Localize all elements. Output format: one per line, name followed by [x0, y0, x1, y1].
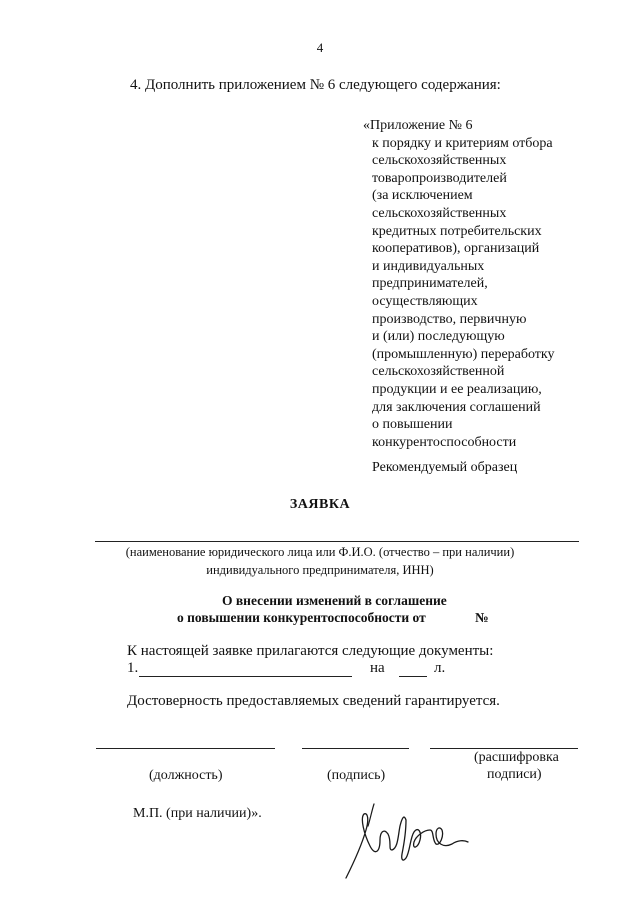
guarantee-statement: Достоверность предоставляемых сведений гарантируется. — [127, 693, 500, 709]
appendix-line: и (или) последующую — [372, 329, 505, 345]
appendix-line: для заключения соглашений — [372, 399, 541, 415]
document-pages-suffix: л. — [434, 660, 446, 676]
appendix-line: товаропроизводителей — [372, 170, 507, 186]
page-number: 4 — [316, 40, 324, 55]
stamp-note: М.П. (при наличии)». — [133, 806, 262, 821]
signature-caption: (подпись) — [327, 768, 386, 783]
document-title: ЗАЯВКА — [289, 497, 351, 512]
appendix-line: (промышленную) переработку — [372, 346, 555, 362]
position-line — [96, 748, 275, 749]
appendix-line: о повышении — [372, 417, 453, 433]
appendix-line: к порядку и критериям отбора — [372, 135, 553, 151]
document-pages-line — [399, 676, 427, 677]
decoding-caption: (расшифровка — [474, 750, 559, 765]
appendix-line: продукции и ее реализацию, — [372, 381, 542, 397]
documents-intro: К настоящей заявке прилагаются следующие документы: — [127, 643, 494, 659]
appendix-header — [363, 117, 555, 451]
appendix-line: сельскохозяйственной — [372, 364, 505, 380]
applicant-name-line — [95, 541, 579, 542]
appendix-line: производство, первичную — [372, 311, 527, 327]
appendix-line: кредитных потребительских — [372, 223, 542, 239]
subject-line: о повышении конкурентоспособности от — [177, 610, 426, 625]
applicant-caption: (наименование юридического лица или Ф.И.О. (отчество – при наличии) — [125, 545, 515, 559]
applicant-caption: индивидуального предпринимателя, ИНН) — [206, 563, 434, 577]
appendix-line: конкурентоспособности — [372, 434, 517, 450]
subject-number-sign: № — [475, 610, 489, 625]
appendix-line: осуществляющих — [372, 293, 478, 309]
intro-paragraph: 4. Дополнить приложением № 6 следующего содержания: — [130, 77, 501, 93]
appendix-line: кооперативов), организаций — [372, 241, 540, 257]
decoding-line — [430, 748, 578, 749]
document-item — [127, 660, 138, 677]
appendix-line: «Приложение № 6 — [363, 118, 473, 133]
position-caption: (должность) — [149, 768, 223, 783]
document-on: на — [370, 660, 385, 676]
appendix-line: предпринимателей, — [372, 276, 488, 292]
appendix-line: (за исключением — [372, 188, 473, 204]
subject-line: О внесении изменений в соглашение — [222, 593, 447, 608]
document-name-line — [139, 676, 352, 677]
signature-line — [302, 748, 409, 749]
decoding-caption: подписи) — [487, 767, 542, 782]
appendix-line: сельскохозяйственных — [372, 153, 507, 169]
handwritten-signature-icon — [340, 800, 475, 880]
appendix-line: и индивидуальных — [372, 258, 485, 274]
document-item-number: 1. — [127, 660, 139, 676]
sample-label: Рекомендуемый образец — [372, 460, 518, 475]
appendix-line: сельскохозяйственных — [372, 205, 507, 221]
